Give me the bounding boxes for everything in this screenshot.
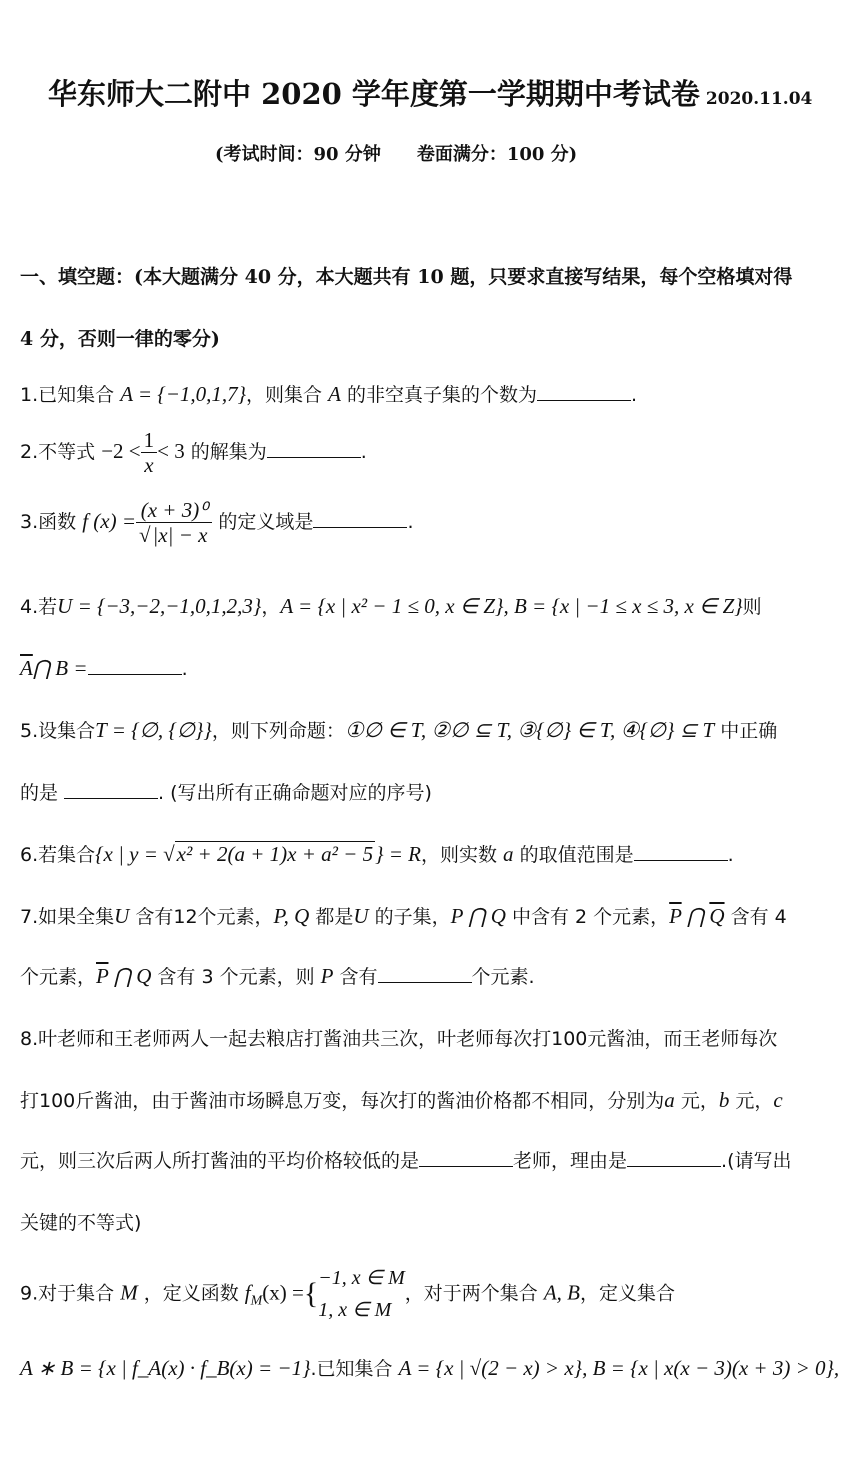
- q9-text2: ，定义函数: [137, 1282, 245, 1305]
- time-info: (考试时间：90 分钟: [215, 144, 381, 165]
- q9-text3: ，对于两个集合: [404, 1282, 544, 1305]
- question-4: [20, 592, 762, 619]
- q2-text: 不等式: [38, 441, 102, 463]
- q3-frac-num: (x + 3)⁰: [136, 498, 212, 523]
- q9-line2-text: .已知集合: [310, 1358, 399, 1380]
- q1-math: A = {−1,0,1,7}: [120, 382, 247, 406]
- q7-var-u2: U: [353, 904, 369, 928]
- q2-math-pre: −2 <: [101, 439, 141, 463]
- q9-sets: A = {x | √(2 − x) > x}, B = {x | x(x − 3)(x + 3) > 0},: [398, 1356, 840, 1380]
- q6-set-close: } = R: [375, 842, 421, 866]
- question-7: [20, 902, 787, 929]
- q2-fraction: [141, 428, 158, 477]
- q7-line2-text4: 个元素.: [471, 966, 535, 988]
- q7-line2-text2: 含有 3 个元素，则: [151, 966, 321, 988]
- q1-text3: 的非空真子集的个数为: [340, 384, 537, 406]
- q7-cap: ⋂: [681, 904, 710, 928]
- question-5: [20, 716, 777, 743]
- question-9-line2: [20, 1354, 839, 1381]
- question-8-line4: 关键的不等式): [20, 1212, 142, 1234]
- question-2: [20, 428, 367, 477]
- q2-end: .: [360, 441, 367, 463]
- q3-end: .: [407, 511, 414, 533]
- section-heading-line2: 4 分，否则一律的零分): [20, 328, 220, 350]
- q1-number: 1.: [20, 384, 39, 406]
- q5-line2-text: 的是: [20, 782, 65, 804]
- q6-radicand: x² + 2(a + 1)x + a² − 5: [176, 842, 374, 866]
- q9-text4: ，定义集合: [579, 1282, 675, 1305]
- exam-subtitle: [215, 140, 577, 166]
- score-info: 卷面满分：100 分): [416, 144, 578, 165]
- q3-number: 3.: [20, 511, 39, 533]
- q4-math-u: U = {−3,−2,−1,0,1,2,3}: [57, 594, 262, 618]
- q9-cases: [318, 1262, 404, 1326]
- q6-end: .: [727, 844, 734, 866]
- q4-complement-a: $\overline{A}$: [20, 656, 33, 680]
- question-8-line1: 8.叶老师和王老师两人一起去粮店打酱油共三次，叶老师每次打100元酱油，而王老师每次: [20, 1028, 778, 1050]
- q7-text: 如果全集: [38, 906, 115, 928]
- q9-number: 9.: [20, 1282, 39, 1305]
- q8-answer-blank-reason[interactable]: [627, 1148, 721, 1167]
- q5-number: 5.: [20, 720, 39, 742]
- q9-var-m: M: [120, 1280, 138, 1305]
- q3-math-lhs: f (x) =: [82, 509, 136, 533]
- q7-line2-pbar: $\overline{P}$: [96, 964, 109, 988]
- q7-text2: 含有12个元素，: [129, 906, 274, 928]
- question-7-line2: [20, 962, 535, 989]
- q3-fraction: [136, 498, 212, 547]
- question-8-line2: [20, 1086, 783, 1113]
- q6-set-open: {x | y =: [95, 842, 164, 866]
- q7-line2-capq: ⋂ Q: [108, 964, 152, 988]
- question-8-line3: [20, 1146, 791, 1173]
- q9-case2: 1, x ∈ M: [318, 1299, 392, 1321]
- q2-answer-blank[interactable]: [267, 439, 361, 458]
- q3-text2: 的定义域是: [212, 511, 314, 533]
- q7-line2-text3: 含有: [333, 966, 378, 988]
- q3-answer-blank[interactable]: [313, 509, 407, 528]
- q8-yuan1: 元，: [674, 1090, 719, 1112]
- q9-case1: −1, x ∈ M: [318, 1267, 405, 1289]
- section-heading-line1: 一、填空题：(本大题满分 40 分，本大题共有 10 题，只要求直接写结果，每个空格填对得: [20, 266, 793, 288]
- q7-pbar: $\overline{P}$: [669, 904, 682, 928]
- q9-func-sub: M: [250, 1293, 263, 1309]
- q6-answer-blank[interactable]: [634, 842, 728, 861]
- q4-text: 若: [38, 596, 58, 618]
- q3-radicand: |x| − x: [152, 523, 208, 547]
- q4-math-sets: A = {x | x² − 1 ≤ 0, x ∈ Z}, B = {x | −1 ≤ x ≤ 3, x ∈ Z}: [280, 594, 743, 618]
- q8-line3-text: 元，则三次后两人所打酱油的平均价格较低的是: [20, 1150, 420, 1172]
- q8-line2-text: 打100斤酱油，由于酱油市场瞬息万变，每次打的酱油价格都不相同，分别为: [20, 1090, 665, 1112]
- q3-text: 函数: [38, 511, 83, 533]
- q4-end: .: [181, 658, 188, 680]
- q7-number: 7.: [20, 906, 39, 928]
- q3-frac-den: √|x| − x: [139, 523, 208, 547]
- q1-text2: ，则集合: [246, 384, 329, 406]
- q4-answer-blank[interactable]: [88, 656, 182, 675]
- q4-text3: 则: [742, 596, 762, 618]
- question-5-line2: [20, 778, 432, 805]
- q5-text2: ，则下列命题：: [211, 720, 345, 742]
- q2-number: 2.: [20, 441, 39, 463]
- q8-line3-text2: 老师，理由是: [513, 1150, 628, 1172]
- q8-answer-blank-teacher[interactable]: [419, 1148, 513, 1167]
- q6-text2: ，则实数: [420, 844, 504, 866]
- q7-answer-blank[interactable]: [378, 964, 472, 983]
- q9-func-f: f: [244, 1280, 251, 1305]
- q8-var-c: c: [773, 1088, 783, 1112]
- q7-text5: 中含有 2 个元素，: [505, 906, 670, 928]
- exam-date: 2020.11.04: [705, 89, 813, 109]
- title-text: 华东师大二附中 2020 学年度第一学期期中考试卷: [48, 77, 700, 111]
- q4-text2: ，: [261, 596, 281, 618]
- q2-frac-num: 1: [141, 428, 158, 453]
- q5-text3: 中正确: [714, 720, 778, 742]
- q8-var-b: b: [718, 1088, 730, 1112]
- q7-math-pcapq: P ⋂ Q: [450, 904, 506, 928]
- q7-text6: 含有 4: [724, 906, 787, 928]
- q6-text3: 的取值范围是: [513, 844, 634, 866]
- q1-var: A: [328, 382, 341, 406]
- q5-math-t: T = {∅, {∅}}: [95, 718, 212, 742]
- q7-qbar: $\overline{Q}$: [709, 904, 725, 928]
- q8-yuan2: 元，: [729, 1090, 774, 1112]
- q5-propositions: ①∅ ∈ T, ②∅ ⊆ T, ③{∅} ∈ T, ④{∅} ⊆ T: [344, 718, 715, 742]
- q4-math-cap: ⋂ B =: [32, 656, 88, 680]
- q7-var-pq: P, Q: [273, 904, 310, 928]
- q1-end: .: [630, 384, 637, 406]
- q5-answer-blank[interactable]: [64, 780, 158, 799]
- q8-var-a: a: [664, 1088, 675, 1112]
- q9-var-ab: A, B: [543, 1280, 580, 1305]
- question-9: [20, 1262, 675, 1326]
- question-3: [20, 498, 413, 547]
- q4-number: 4.: [20, 596, 39, 618]
- q9-func-x: (x) =: [262, 1280, 304, 1305]
- q7-line2-text: 个元素，: [20, 966, 97, 988]
- q1-answer-blank[interactable]: [537, 382, 631, 401]
- exam-title: [48, 72, 812, 113]
- q8-line3-text3: .(请写出: [721, 1150, 792, 1172]
- q5-text: 设集合: [38, 720, 96, 742]
- q6-text: 若集合: [38, 844, 96, 866]
- q7-line2-p: P: [320, 964, 334, 988]
- question-4-line2: [20, 656, 188, 681]
- q2-math-post: < 3: [157, 439, 185, 463]
- q2-text2: 的解集为: [184, 441, 267, 463]
- q2-frac-den: x: [144, 453, 154, 477]
- q6-var: a: [503, 842, 514, 866]
- q9-brace: {: [303, 1277, 319, 1310]
- q9-text: 对于集合: [38, 1282, 121, 1305]
- q9-def: A ∗ B = {x | f_A(x) · f_B(x) = −1}: [20, 1356, 311, 1380]
- q7-text4: 的子集，: [368, 906, 451, 928]
- question-6: 6.若集合{x | y = √x² + 2(a + 1)x + a² − 5} = R，则实数 a 的取值范围是 .: [20, 842, 734, 866]
- q1-text: 已知集合: [38, 384, 121, 406]
- q5-line2-hint: . (写出所有正确命题对应的序号): [158, 782, 432, 804]
- q6-number: 6.: [20, 844, 39, 866]
- q7-text3: 都是: [309, 906, 354, 928]
- question-1: [20, 380, 637, 407]
- q7-var-u: U: [114, 904, 130, 928]
